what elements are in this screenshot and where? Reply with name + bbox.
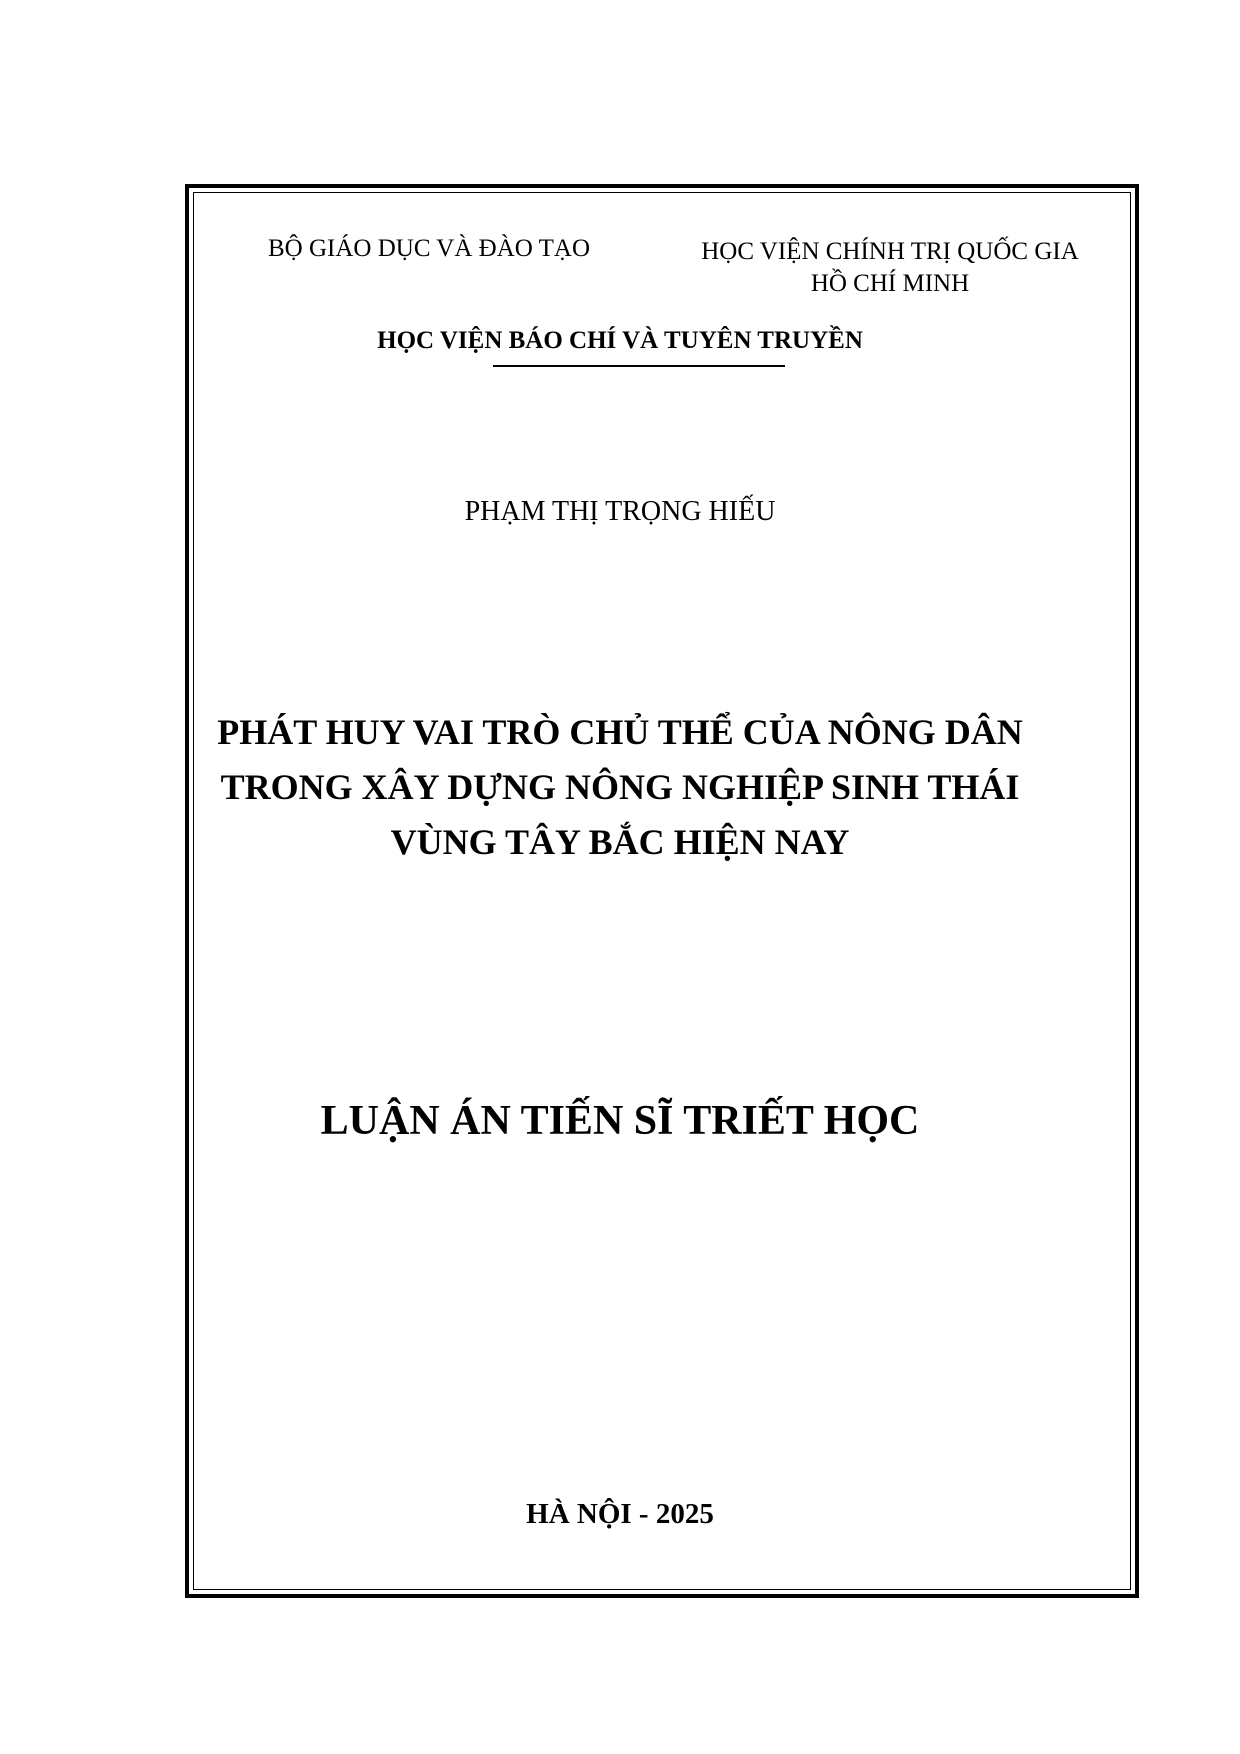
ministry-name: BỘ GIÁO DỤC VÀ ĐÀO TẠO: [268, 235, 590, 262]
degree-label: LUẬN ÁN TIẾN SĨ TRIẾT HỌC: [320, 1098, 920, 1144]
thesis-title-line3: VÙNG TÂY BẮC HIỆN NAY: [390, 822, 850, 862]
thesis-title-line1: PHÁT HUY VAI TRÒ CHỦ THỂ CỦA NÔNG DÂN: [217, 712, 1023, 752]
author-name: PHẠM THỊ TRỌNG HIẾU: [464, 496, 776, 527]
thesis-title-line2: TRONG XÂY DỰNG NÔNG NGHIỆP SINH THÁI: [220, 767, 1020, 807]
institute-name-line1: HỌC VIỆN CHÍNH TRỊ QUỐC GIA: [701, 238, 1079, 265]
thesis-title: [0, 705, 1240, 870]
academy-underline: [493, 365, 785, 367]
place-year: HÀ NỘI - 2025: [526, 1498, 714, 1530]
institute-name-line2: HỒ CHÍ MINH: [810, 270, 970, 297]
academy-name: HỌC VIỆN BÁO CHÍ VÀ TUYÊN TRUYỀN: [377, 327, 863, 354]
institute-name: [690, 236, 1090, 300]
page-border-inner: [193, 192, 1131, 1590]
